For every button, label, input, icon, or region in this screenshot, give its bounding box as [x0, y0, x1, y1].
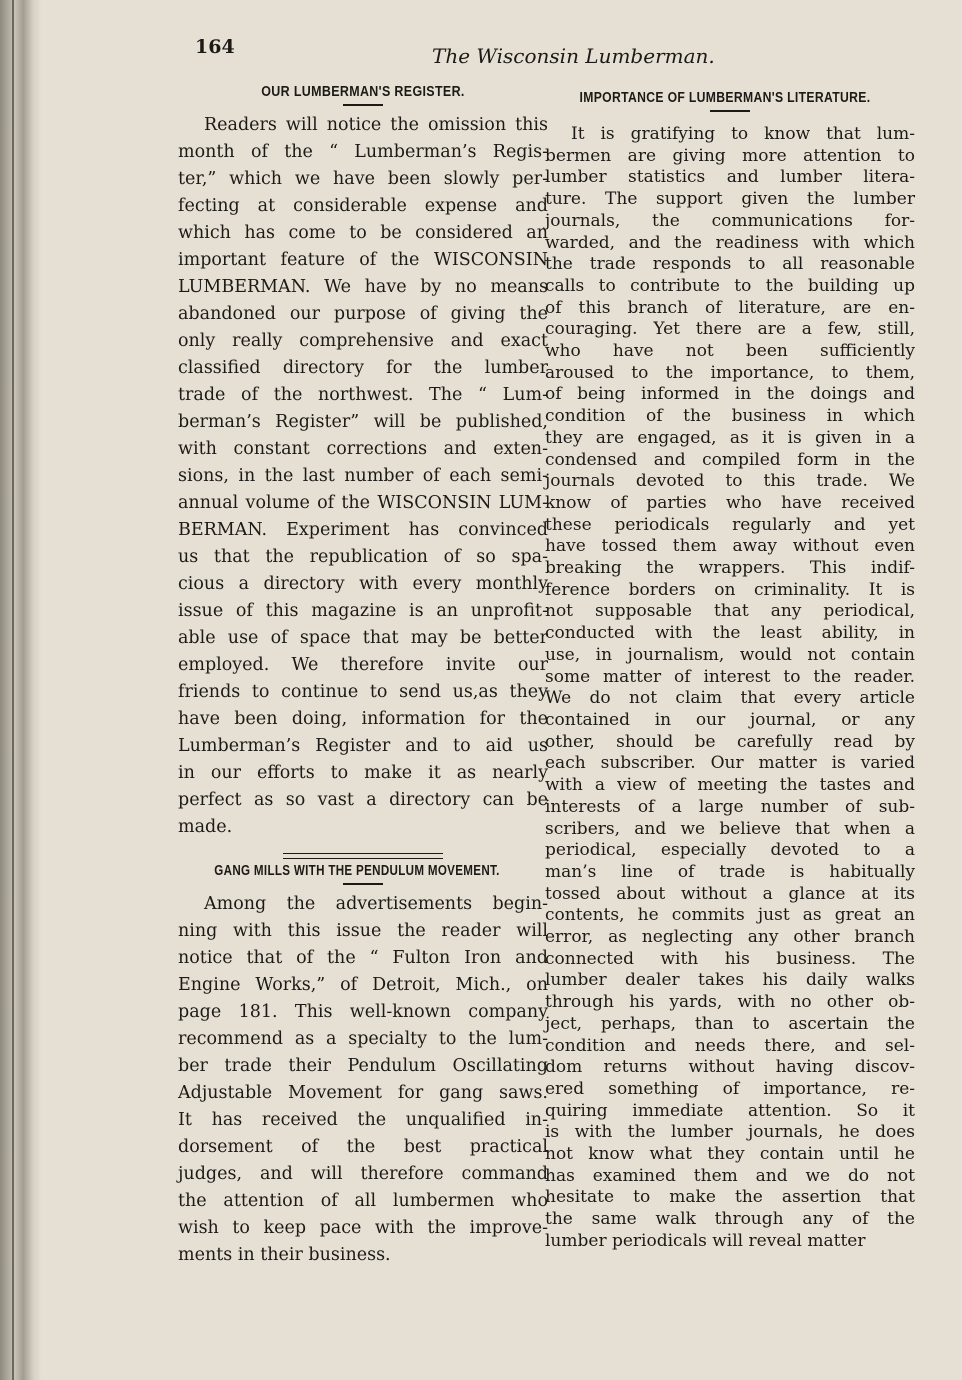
article-title-literature: IMPORTANCE OF LUMBERMAN'S LITERATURE. [579, 90, 871, 106]
text-line: wish to keep pace with the improve- [178, 1218, 548, 1238]
text-line: friends to continue to send us,as they [178, 682, 548, 702]
text-line: BERMAN. Experiment has convinced [178, 520, 548, 540]
page-number: 164 [195, 36, 235, 58]
text-line: We do not claim that every article [545, 688, 915, 709]
text-line: ference borders on criminality. It is [545, 579, 915, 600]
title-rule [343, 104, 383, 106]
text-line: warded, and the readiness with which [545, 232, 915, 253]
text-line: LUMBERMAN. We have by no means [178, 277, 548, 297]
text-line: ments in their business. [178, 1245, 391, 1265]
text-line: breaking the wrappers. This indif- [545, 558, 915, 579]
text-line: perfect as so vast a directory can be [178, 790, 548, 810]
text-line: abandoned our purpose of giving the [178, 304, 548, 324]
text-line: the trade responds to all reasonable [545, 254, 915, 275]
text-line: in our efforts to make it as nearly [178, 763, 548, 783]
text-line: the attention of all lumbermen who [178, 1191, 548, 1211]
article-body-literature [545, 124, 915, 1253]
text-line: of being informed in the doings and [545, 384, 915, 405]
text-line: journals, the communications for- [545, 210, 915, 231]
text-line: Readers will notice the omission this [204, 115, 548, 135]
text-line: It is gratifying to know that lum- [571, 124, 915, 144]
article-title-register: OUR LUMBERMAN'S REGISTER. [261, 84, 465, 100]
text-line: contained in our journal, or any [545, 709, 915, 730]
text-line: ered something of importance, re- [545, 1078, 915, 1099]
text-line: berman’s Register” will be published, [178, 412, 548, 432]
text-line: they are engaged, as it is given in a [545, 427, 915, 448]
text-line: with constant corrections and exten- [178, 439, 548, 459]
text-line: Lumberman’s Register and to aid us [178, 736, 548, 756]
text-line: the same walk through any of the [545, 1209, 915, 1230]
text-line: error, as neglecting any other branch [545, 927, 915, 948]
text-line: Adjustable Movement for gang saws. [178, 1083, 548, 1103]
text-line: page 181. This well-known company [178, 1002, 548, 1022]
text-line: of this branch of literature, are en- [545, 297, 915, 318]
text-line: only really comprehensive and exact [178, 331, 548, 351]
text-line: hesitate to make the assertion that [545, 1187, 915, 1208]
text-line: employed. We therefore invite our [178, 655, 548, 675]
text-line: contents, he commits just as great an [545, 905, 915, 926]
text-line: periodical, especially devoted to a [545, 840, 915, 861]
text-line: ter,” which we have been slowly per- [178, 169, 548, 189]
left-column [178, 84, 548, 1269]
text-line: not know what they contain until he [545, 1144, 915, 1165]
book-binding-gutter [0, 0, 42, 1380]
text-line: couraging. Yet there are a few, still, [545, 319, 915, 340]
text-line: dom returns without having discov- [545, 1057, 915, 1078]
text-line: dorsement of the best practical [178, 1137, 548, 1157]
text-line: recommend as a specialty to the lum- [178, 1029, 548, 1049]
text-line: use, in journalism, would not contain [545, 644, 915, 665]
text-line: cious a directory with every monthly [178, 574, 548, 594]
text-line: is with the lumber journals, he does [545, 1122, 915, 1143]
text-line: trade of the northwest. The “ Lum- [178, 385, 548, 405]
text-line: aroused to the importance, to them, [545, 362, 915, 383]
title-rule [343, 883, 383, 885]
text-line: bermen are giving more attention to [545, 145, 915, 166]
text-line: condensed and compiled form in the [545, 449, 915, 470]
text-line: scribers, and we believe that when a [545, 818, 915, 839]
text-line: have been doing, information for the [178, 709, 548, 729]
text-line: some matter of interest to the reader. [545, 666, 915, 687]
text-line: interests of a large number of sub- [545, 796, 915, 817]
running-head: The Wisconsin Lumberman. [432, 44, 715, 68]
text-line: ture. The support given the lumber [545, 189, 915, 210]
text-line: know of parties who have received [545, 492, 915, 513]
article-body-register [178, 112, 548, 841]
text-line: each subscriber. Our matter is varied [545, 753, 915, 774]
article-title-gang-mills: GANG MILLS WITH THE PENDULUM MOVEMENT. [214, 863, 500, 879]
text-line: man’s line of trade is habitually [545, 861, 915, 882]
text-line: notice that of the “ Fulton Iron and [178, 948, 548, 968]
text-line: sions, in the last number of each semi- [178, 466, 548, 486]
text-line: condition and needs there, and sel- [545, 1035, 915, 1056]
text-line: made. [178, 817, 233, 837]
text-line: other, should be carefully read by [545, 731, 915, 752]
text-line: which has come to be considered an [178, 223, 548, 243]
text-line: journals devoted to this trade. We [545, 471, 915, 492]
text-line: Engine Works,” of Detroit, Mich., on [178, 975, 548, 995]
text-line: who have not been sufficiently [545, 341, 915, 362]
text-line: issue of this magazine is an unprofit- [178, 601, 548, 621]
text-line: calls to contribute to the building up [545, 275, 915, 296]
text-line: ject, perhaps, than to ascertain the [545, 1013, 915, 1034]
text-line: month of the “ Lumberman’s Regis- [178, 142, 548, 162]
text-line: condition of the business in which [545, 406, 915, 427]
text-line: ning with this issue the reader will [178, 921, 548, 941]
text-line: judges, and will therefore command [178, 1164, 548, 1184]
text-line: important feature of the WISCONSIN [178, 250, 548, 270]
text-line: It has received the unqualified in- [178, 1110, 548, 1130]
text-line: not supposable that any periodical, [545, 601, 915, 622]
text-line: these periodicals regularly and yet [545, 514, 915, 535]
section-divider [283, 853, 443, 859]
article-body-gang-mills [178, 891, 548, 1269]
text-line: with a view of meeting the tastes and [545, 775, 915, 796]
text-line: conducted with the least ability, in [545, 623, 915, 644]
text-line: quiring immediate attention. So it [545, 1100, 915, 1121]
text-line: classified directory for the lumber [178, 358, 548, 378]
text-line: through his yards, with no other ob- [545, 992, 915, 1013]
text-line: connected with his business. The [545, 948, 915, 969]
text-line: annual volume of the WISCONSIN LUM- [178, 493, 548, 513]
text-line: has examined them and we do not [545, 1165, 915, 1186]
text-line: Among the advertisements begin- [204, 894, 548, 914]
text-line: tossed about without a glance at its [545, 883, 915, 904]
text-line: lumber dealer takes his daily walks [545, 970, 915, 991]
title-rule [710, 110, 750, 112]
text-line: lumber periodicals will reveal matter [545, 1230, 866, 1251]
text-line: able use of space that may be better [178, 628, 548, 648]
right-column [545, 90, 915, 1253]
text-line: fecting at considerable expense and [178, 196, 548, 216]
text-line: ber trade their Pendulum Oscillating [178, 1056, 548, 1076]
text-line: us that the republication of so spa- [178, 547, 548, 567]
text-line: lumber statistics and lumber litera- [545, 167, 915, 188]
text-line: have tossed them away without even [545, 536, 915, 557]
